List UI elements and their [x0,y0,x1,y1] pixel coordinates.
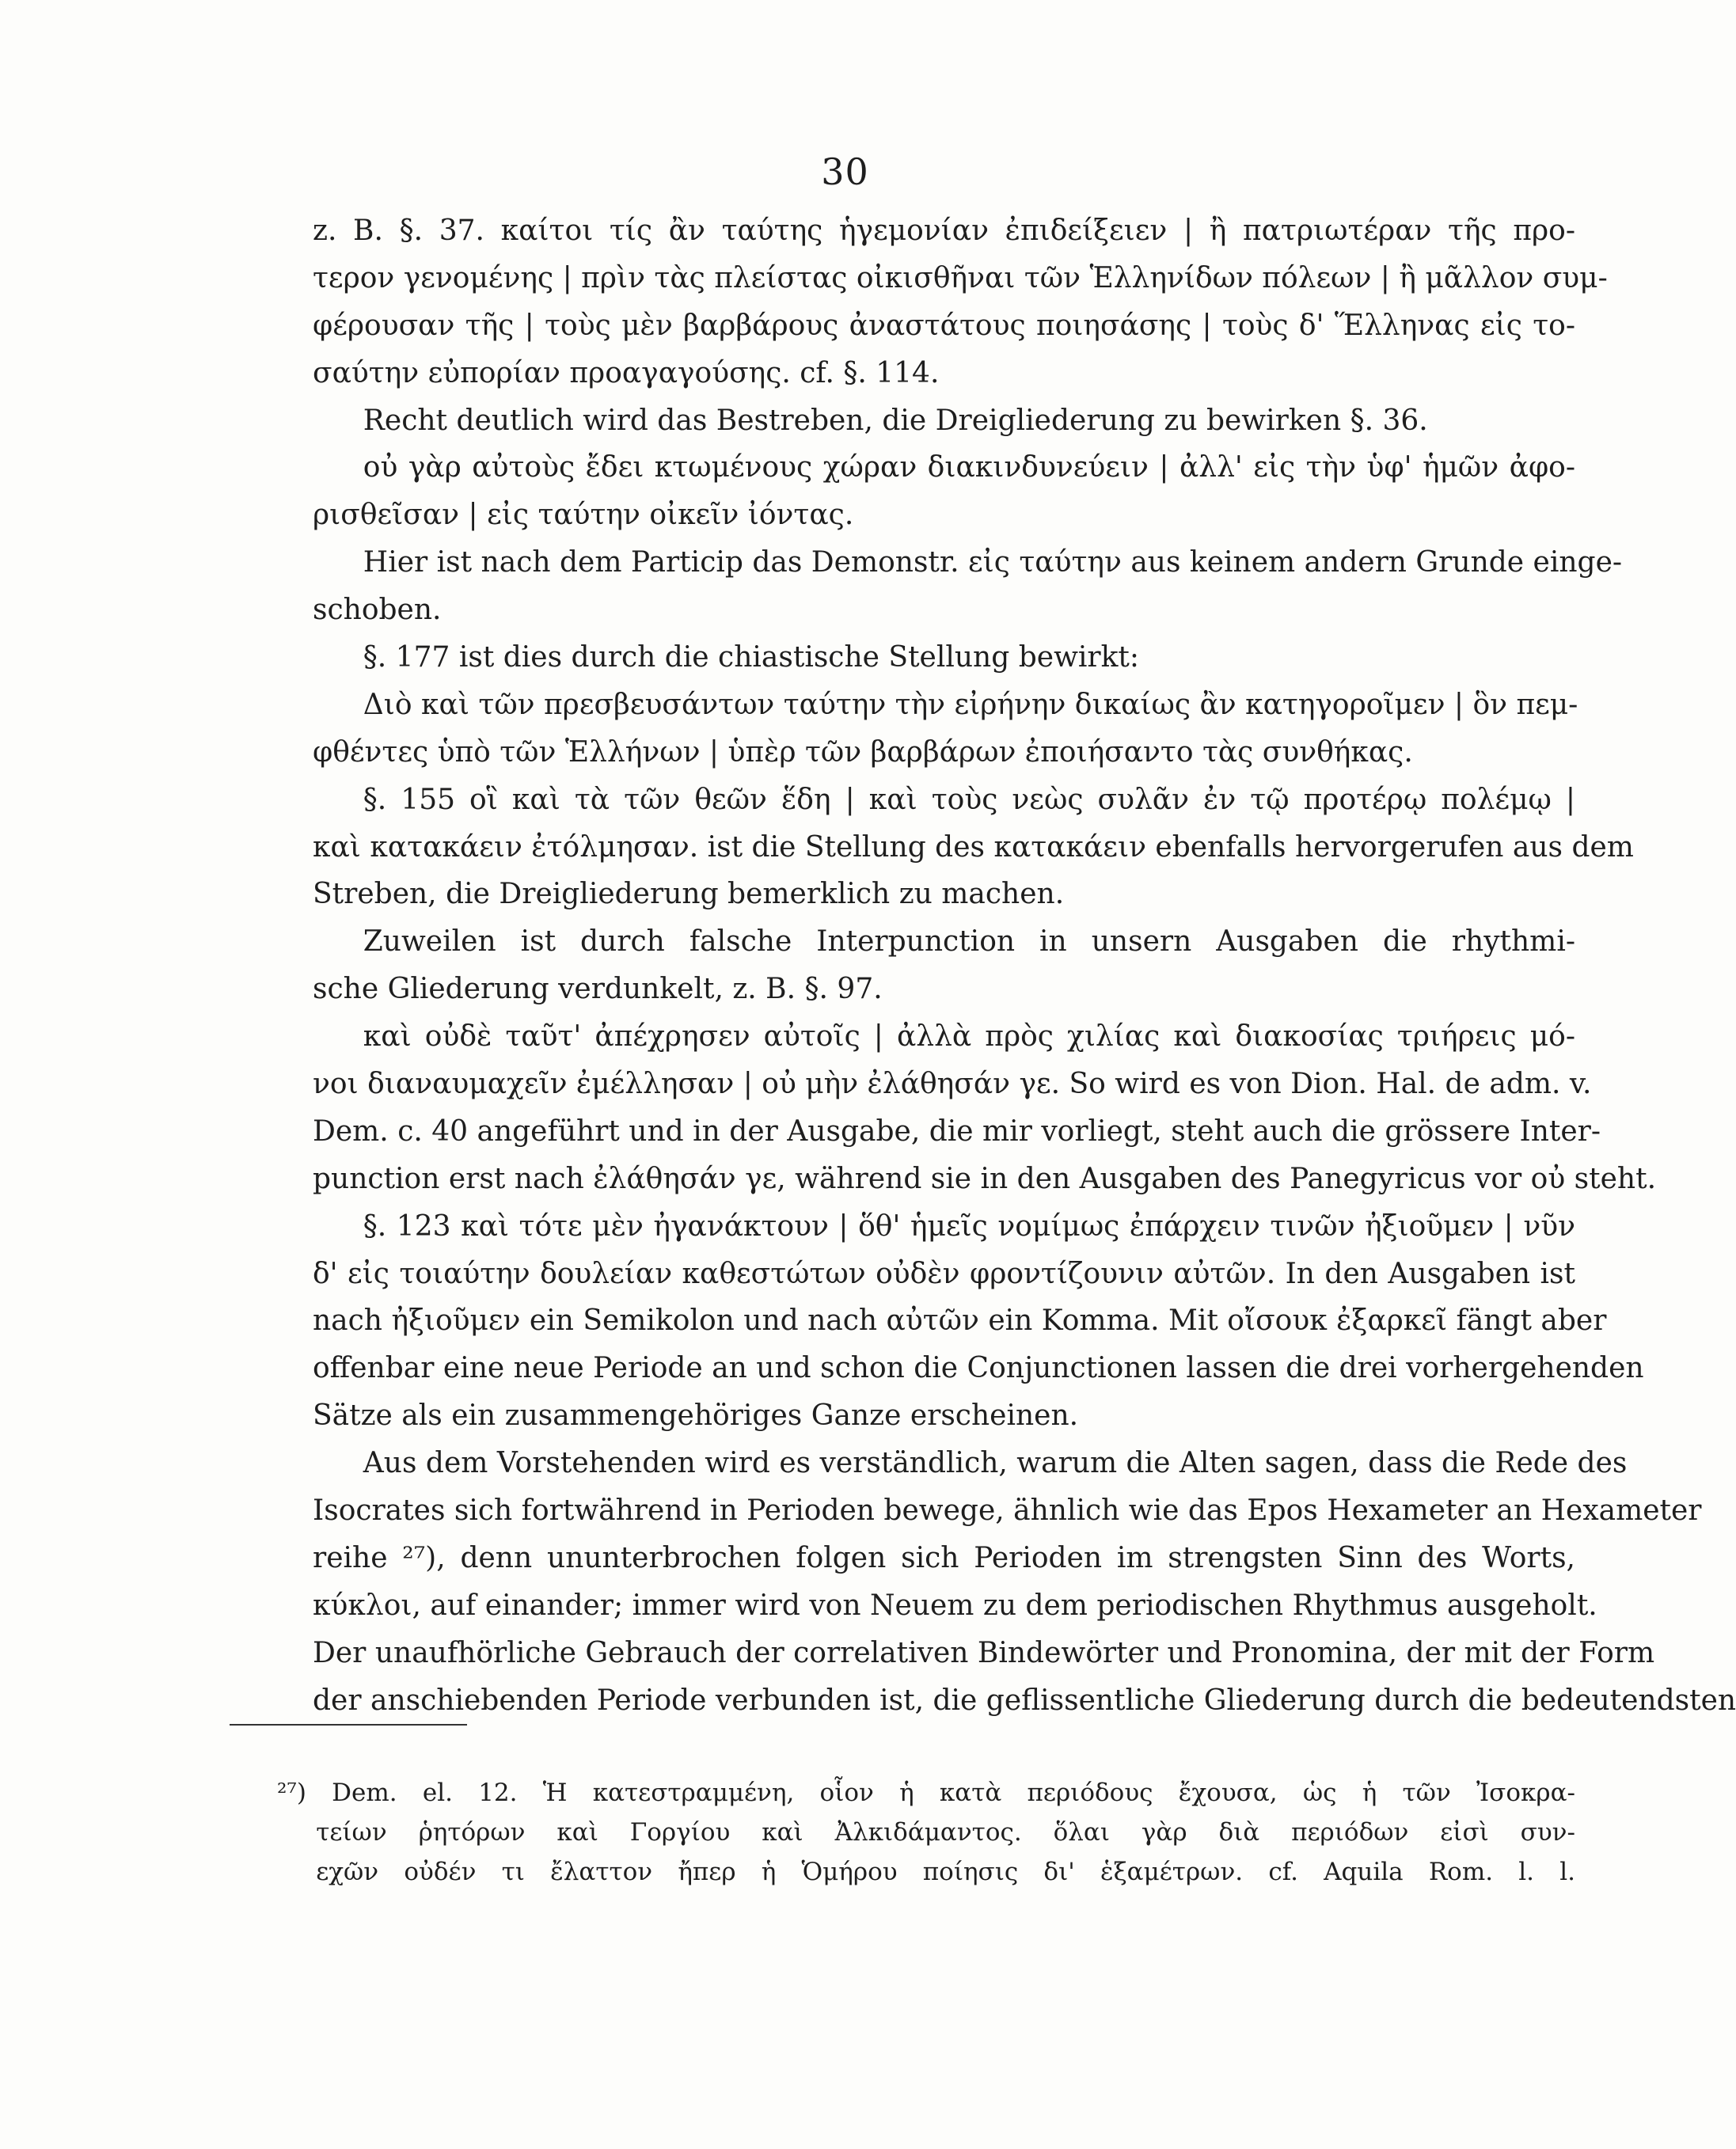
text-line: Isocrates sich fortwährend in Perioden bewege, ähnlich wie das Epos Hexameter an Hexameter [313,1494,1702,1528]
text-line: νοι διαναυμαχεῖν ἐμέλλησαν | οὐ μὴν ἐλάθησάν γε. So wird es von Dion. Hal. de adm. v. [313,1068,1592,1101]
text-line: σαύτην εὐπορίαν προαγαγούσης. cf. §. 114. [313,356,940,389]
text-line: Streben, die Dreigliederung bemerklich zu machen. [313,878,1065,911]
text-line: οὐ γὰρ αὐτοὺς ἔδει κτωμένους χώραν διακινδυνεύειν | ἀλλ' εἰς τὴν ὑφ' ἡμῶν ἀφο- [363,451,1575,484]
text-line: τερον γενομένης | πρὶν τὰς πλείστας οἰκισθῆναι τῶν Ἑλληνίδων πόλεων | ἢ μᾶλλον συμ- [313,261,1608,294]
text-line: Sätze als ein zusammengehöriges Ganze erscheinen. [313,1399,1079,1433]
footnote-line: τείων ῥητόρων καὶ Γοργίου καὶ Ἀλκιδάμαντος. ὅλαι γὰρ διὰ περιόδων εἰσὶ συν- [316,1818,1575,1847]
text-line: z. B. §. 37. καίτοι τίς ἂν ταύτης ἡγεμονίαν ἐπιδείξειεν | ἢ πατριωτέραν τῆς προ- [313,215,1575,247]
text-line: offenbar eine neue Periode an und schon die Conjunctionen lassen die drei vorhergehenden [313,1352,1644,1385]
text-line: schoben. [313,594,442,627]
text-line: φθέντες ὑπὸ τῶν Ἑλλήνων | ὑπὲρ τῶν βαρβάρων ἐποιήσαντο τὰς συνθήκας. [313,735,1413,769]
text-line: §. 123 καὶ τότε μὲν ἠγανάκτουν | ὅθ' ἡμεῖς νομίμως ἐπάρχειν τινῶν ἠξιοῦμεν | νῦν [363,1209,1575,1243]
text-line: sche Gliederung verdunkelt, z. B. §. 97. [313,973,883,1006]
text-line: Der unaufhörliche Gebrauch der correlativen Bindewörter und Pronomina, der mit der Form [313,1636,1655,1669]
text-line: Recht deutlich wird das Bestreben, die Dreigliederung zu bewirken §. 36. [363,404,1428,437]
text-line: nach ἠξιοῦμεν ein Semikolon und nach αὐτῶν ein Komma. Mit οἴσουκ ἐξαρκεῖ fängt aber [313,1304,1607,1338]
text-line: καὶ οὐδὲ ταῦτ' ἀπέχρησεν αὐτοῖς | ἀλλὰ πρὸς χιλίας καὶ διακοσίας τριήρεις μό- [363,1020,1575,1054]
text-line: Zuweilen ist durch falsche Interpunction in unsern Ausgaben die rhythmi- [363,925,1575,959]
text-line: §. 177 ist dies durch die chiastische Stellung bewirkt: [363,641,1140,674]
text-line: κύκλοι, auf einander; immer wird von Neuem zu dem periodischen Rhythmus ausgeholt. [313,1589,1597,1622]
text-line: Hier ist nach dem Particip das Demonstr. εἰς ταύτην aus keinem andern Grunde einge- [363,546,1623,579]
body-text [313,207,1736,1725]
page-number: 30 [821,150,869,193]
footnote-line: εχῶν οὐδέν τι ἔλαττον ἤπερ ἡ Ὁμήρου ποίησις δι' ἑξαμέτρων. cf. Aquila Rom. l. l. [316,1858,1575,1886]
text-line: Dem. c. 40 angeführt und in der Ausgabe, die mir vorliegt, steht auch die grössere Inter- [313,1114,1601,1148]
text-line: ρισθεῖσαν | εἰς ταύτην οἰκεῖν ἰόντας. [313,499,854,532]
text-line: φέρουσαν τῆς | τοὺς μὲν βαρβάρους ἀναστάτους ποιησάσης | τοὺς δ' Ἕλληνας εἰς το- [313,309,1575,342]
text-line: δ' εἰς τοιαύτην δουλείαν καθεστώτων οὐδὲν φροντίζουνιν αὐτῶν. In den Ausgaben ist [313,1257,1575,1290]
text-line: §. 155 οἳ καὶ τὰ τῶν θεῶν ἕδη | καὶ τοὺς νεὼς συλᾶν ἐν τῷ προτέρῳ πολέμῳ | [363,783,1575,816]
text-line: punction erst nach ἐλάθησάν γε, während sie in den Ausgaben des Panegyricus vor οὐ steht. [313,1162,1657,1195]
footnote-line: ²⁷) Dem. el. 12. Ἡ κατεστραμμένη, οἷον ἡ κατὰ περιόδους ἔχουσα, ὡς ἡ τῶν Ἰσοκρα- [277,1779,1575,1807]
text-line: reihe ²⁷), denn ununterbrochen folgen sich Perioden im strengsten Sinn des Worts, [313,1541,1575,1574]
text-line: der anschiebenden Periode verbunden ist, die geflissentliche Gliederung durch die bedeutendsten [313,1684,1736,1717]
text-line: Διὸ καὶ τῶν πρεσβευσάντων ταύτην τὴν εἰρήνην δικαίως ἂν κατηγοροῖμεν | ὃν πεμ- [363,688,1578,721]
footnote [277,1773,1575,1892]
footnote-rule [230,1724,467,1726]
text-line: καὶ κατακάειν ἐτόλμησαν. ist die Stellung des κατακάειν ebenfalls hervorgerufen aus dem [313,830,1634,864]
text-line: Aus dem Vorstehenden wird es verständlich, warum die Alten sagen, dass die Rede des [363,1447,1628,1480]
